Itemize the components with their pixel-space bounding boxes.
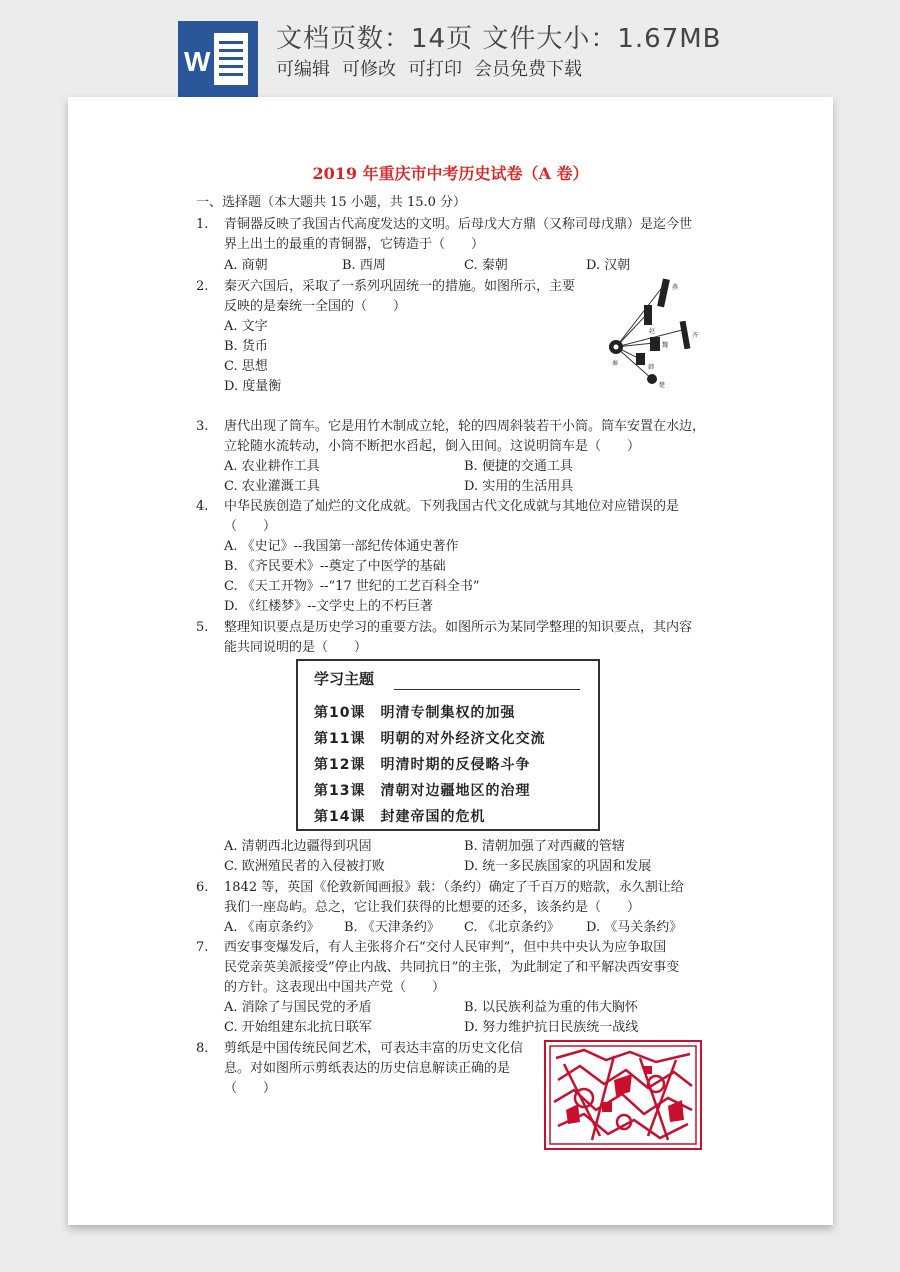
lesson-row: 第12课 明清时期的反侵略斗争 xyxy=(314,757,531,773)
section-heading: 一、选择题（本大题共 15 小题，共 15.0 分） xyxy=(196,195,467,210)
option: A. 消除了与国民党的矛盾 xyxy=(224,1000,372,1015)
option: B. 清朝加强了对西藏的管辖 xyxy=(464,839,625,854)
topic-blank-line xyxy=(394,689,580,690)
exam-title: 2019 年重庆市中考历史试卷（A 卷） xyxy=(312,164,589,183)
question-number: 1. xyxy=(196,217,209,232)
option: A. 商朝 xyxy=(224,258,268,273)
feature-modifiable: 可修改 xyxy=(342,59,396,80)
option: A. 文字 xyxy=(224,319,268,334)
question-text: 的方针。这表现出中国共产党（ ） xyxy=(224,980,446,995)
option: B. 以民族利益为重的伟大胸怀 xyxy=(464,1000,638,1015)
question-number: 5. xyxy=(196,620,209,635)
option: D. 《红楼梦》--文学史上的不朽巨著 xyxy=(224,599,434,614)
question-text: （ ） xyxy=(224,1081,277,1096)
figure-label: 齐 xyxy=(692,332,699,339)
option: B. 货币 xyxy=(224,339,268,354)
question-text: 我们一座岛屿。总之，它让我们获得的比想要的还多，该条约是（ ） xyxy=(224,900,641,915)
figure-label: 秦 xyxy=(612,360,619,367)
question-text: 青铜器反映了我国古代高度发达的文明。后母戊大方鼎（又称司母戊鼎）是迄今世 xyxy=(224,217,693,232)
option: C. 欧洲殖民者的入侵被打败 xyxy=(224,859,385,874)
option: B. 西周 xyxy=(342,258,386,273)
option: C. 《天工开物》--“17 世纪的工艺百科全书” xyxy=(224,579,480,594)
question-text: 西安事变爆发后，有人主张将介石“交付人民审判”，但中共中央认为应争取国 xyxy=(224,940,667,955)
unification-figure xyxy=(602,275,702,395)
option: C. 思想 xyxy=(224,359,268,374)
feature-editable: 可编辑 xyxy=(276,59,330,80)
option: D. 度量衡 xyxy=(224,379,282,394)
question-text: 民党亲英美派接受”停止内战、共同抗日”的主张，为此制定了和平解决西安事变 xyxy=(224,960,680,975)
word-document-icon xyxy=(178,21,258,97)
option: B. 《天津条约》 xyxy=(344,920,440,935)
question-text: 息。对如图所示剪纸表达的历史信息解读正确的是 xyxy=(224,1061,511,1076)
feature-printable: 可打印 xyxy=(408,59,462,80)
question-text: 立轮随水流转动，小筒不断把水舀起，倒入田间。这说明筒车是（ ） xyxy=(224,439,641,454)
exam-content xyxy=(68,97,833,1225)
question-text: 1842 等，英国《伦敦新闻画报》载：（条约）确定了千百万的赔款，永久割让给 xyxy=(224,880,684,895)
option: A. 农业耕作工具 xyxy=(224,459,320,474)
option: A. 《史记》--我国第一部纪传体通史著作 xyxy=(224,539,459,554)
question-number: 4. xyxy=(196,499,209,514)
question-text: （ ） xyxy=(224,519,277,534)
question-number: 6. xyxy=(196,880,209,895)
question-text: 唐代出现了筒车。它是用竹木制成立轮，轮的四周斜装若干小筒。筒车安置在水边， xyxy=(224,419,706,434)
papercut-image xyxy=(544,1040,702,1150)
question-text: 反映的是秦统一全国的（ ） xyxy=(224,299,407,314)
word-letter: W xyxy=(184,46,211,77)
question-text: 中华民族创造了灿烂的文化成就。下列我国古代文化成就与其地位对应错误的是 xyxy=(224,499,680,514)
lesson-row: 第14课 封建帝国的危机 xyxy=(314,809,486,825)
download-banner xyxy=(0,0,900,96)
lesson-row: 第13课 清朝对边疆地区的治理 xyxy=(314,783,531,799)
question-text: 能共同说明的是（ ） xyxy=(224,640,368,655)
question-number: 3. xyxy=(196,419,209,434)
question-number: 8. xyxy=(196,1041,209,1056)
option: B. 便捷的交通工具 xyxy=(464,459,573,474)
option: A. 清朝西北边疆得到巩固 xyxy=(224,839,372,854)
option: A. 《南京条约》 xyxy=(224,920,320,935)
option: D. 《马关条约》 xyxy=(586,920,683,935)
figure-label: 赵 xyxy=(649,328,656,335)
question-number: 2. xyxy=(196,279,209,294)
figure-label: 燕 xyxy=(672,284,679,291)
question-number: 7. xyxy=(196,940,209,955)
question-text: 秦灭六国后，采取了一系列巩固统一的措施。如图所示，主要 xyxy=(224,279,576,294)
document-page xyxy=(68,97,833,1225)
figure-label: 楚 xyxy=(659,382,666,389)
option: C. 《北京条约》 xyxy=(464,920,560,935)
study-topic-box xyxy=(296,659,600,831)
option: D. 汉朝 xyxy=(586,258,631,273)
option: B. 《齐民要术》--奠定了中医学的基础 xyxy=(224,559,446,574)
option: D. 努力维护抗日民族统一战线 xyxy=(464,1020,639,1035)
study-topic-title: 学习主题 xyxy=(314,670,375,688)
lesson-row: 第11课 明朝的对外经济文化交流 xyxy=(314,731,546,747)
banner-features xyxy=(276,55,594,81)
question-text: 剪纸是中国传统民间艺术，可表达丰富的历史文化信 xyxy=(224,1041,524,1056)
banner-title: 文档页数：14页 文件大小：1.67MB xyxy=(276,24,722,54)
option: C. 农业灌溉工具 xyxy=(224,479,320,494)
figure-label: 韩 xyxy=(648,364,655,371)
figure-label: 魏 xyxy=(662,342,669,349)
question-text: 整理知识要点是历史学习的重要方法。如图所示为某同学整理的知识要点，其内容 xyxy=(224,620,693,635)
option: D. 统一多民族国家的巩固和发展 xyxy=(464,859,652,874)
option: C. 开始组建东北抗日联军 xyxy=(224,1020,372,1035)
option: C. 秦朝 xyxy=(464,258,508,273)
option: D. 实用的生活用具 xyxy=(464,479,574,494)
lesson-row: 第10课 明清专制集权的加强 xyxy=(314,705,516,721)
question-text: 界上出土的最重的青铜器，它铸造于（ ） xyxy=(224,237,485,252)
feature-member-download: 会员免费下载 xyxy=(474,59,582,80)
